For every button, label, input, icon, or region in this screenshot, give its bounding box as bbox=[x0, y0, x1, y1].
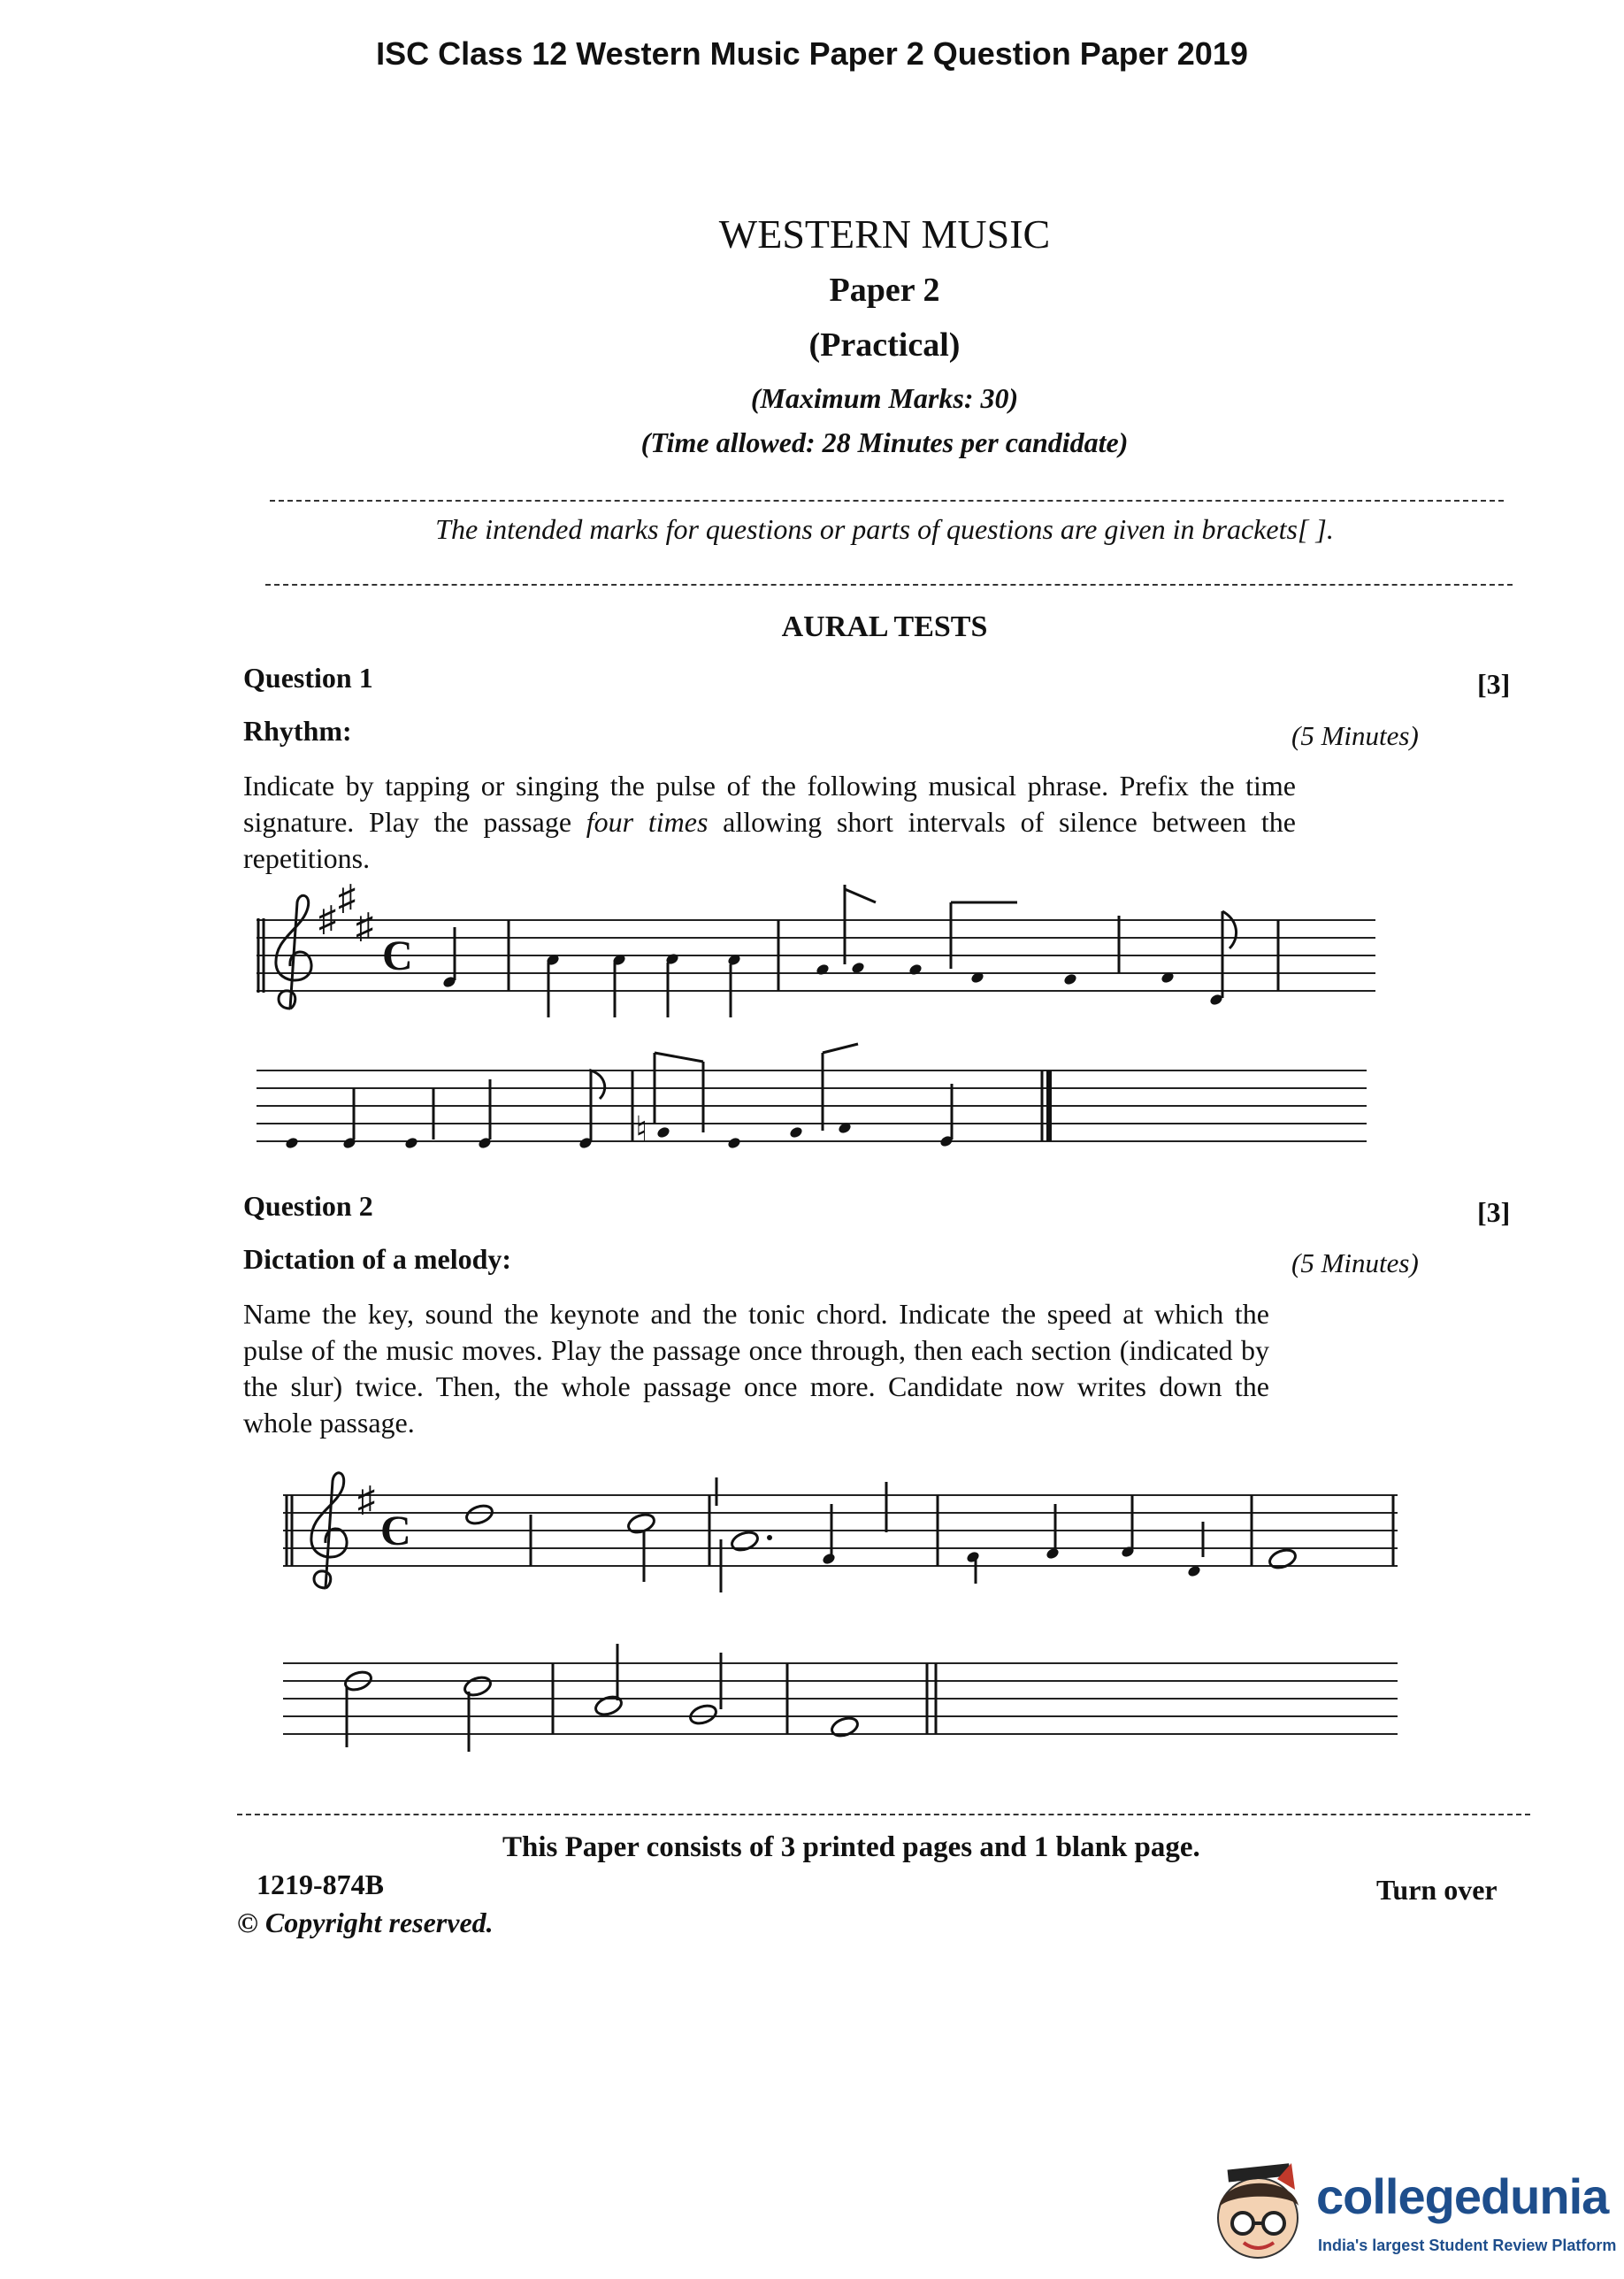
paper-title: WESTERN MUSIC bbox=[718, 211, 1051, 257]
question-1-text-a: Indicate by tapping or singing the pulse of the following musical phrase. Prefix the time signature. Play the passage bbox=[243, 770, 1296, 838]
time-allowed: (Time allowed: 28 Minutes per candidate) bbox=[640, 426, 1129, 458]
key-signature-sharp: ♯ bbox=[357, 1479, 375, 1519]
question-2-marks: [3] bbox=[1477, 1196, 1511, 1228]
rhythm-notes-bar-1 bbox=[441, 927, 456, 989]
paper-code: 1219-874B bbox=[257, 1868, 384, 1900]
divider-top bbox=[270, 500, 1504, 502]
mascot-logo-icon bbox=[1203, 2154, 1314, 2269]
melody-staff-2 bbox=[283, 1628, 1406, 1769]
staff-lines bbox=[257, 920, 1375, 991]
svg-text:♯: ♯ bbox=[338, 878, 356, 917]
staff-lines bbox=[283, 1663, 1398, 1734]
instructions: The intended marks for questions or parts of questions are given in brackets[ ]. bbox=[435, 513, 1334, 545]
question-2-duration: (5 Minutes) bbox=[1291, 1247, 1419, 1278]
key-signature-sharps bbox=[318, 878, 373, 946]
question-2-topic: Dictation of a melody: bbox=[243, 1243, 512, 1275]
question-1-duration: (5 Minutes) bbox=[1291, 720, 1419, 751]
question-1-marks: [3] bbox=[1477, 668, 1511, 700]
melody-notes-bar-7 bbox=[830, 1715, 860, 1738]
divider-instructions bbox=[265, 584, 1513, 586]
paper-type: (Practical) bbox=[808, 326, 961, 364]
svg-text:♯: ♯ bbox=[356, 906, 373, 946]
pages-note: This Paper consists of 3 printed pages and 1 blank page. bbox=[502, 1831, 1200, 1863]
rhythm-notes-bar-5 bbox=[635, 1044, 954, 1150]
melody-notes-bar-3 bbox=[965, 1495, 1203, 1584]
copyright: © Copyright reserved. bbox=[237, 1907, 494, 1938]
section-title: AURAL TESTS bbox=[781, 610, 988, 643]
common-time-icon: C bbox=[380, 1508, 411, 1554]
question-1-label: Question 1 bbox=[243, 662, 373, 694]
rhythm-notes-bar-3 bbox=[815, 885, 1236, 1007]
question-1-text-b: allowing short intervals of silence between the repetitions. bbox=[243, 806, 1297, 874]
question-1-text bbox=[243, 768, 1296, 877]
document-header: ISC Class 12 Western Music Paper 2 Question Paper 2019 bbox=[376, 35, 1248, 72]
question-2-label: Question 2 bbox=[243, 1190, 373, 1222]
rhythm-notes-bar-4 bbox=[284, 1070, 604, 1150]
melody-staff-1 bbox=[283, 1460, 1406, 1601]
question-2-text: Name the key, sound the keynote and the tonic chord. Indicate the speed at which the pulse of the music moves. Play the passage once through, then each section (indicated by the slur) twice. Then, the whole passage once more. Candidate now writes down the whole passage. bbox=[243, 1298, 1269, 1439]
staff-lines bbox=[257, 1070, 1367, 1141]
rhythm-staff-2 bbox=[257, 1035, 1380, 1168]
rhythm-notes-bar-2 bbox=[545, 952, 741, 1017]
divider-footer bbox=[237, 1814, 1530, 1815]
brand-name: collegedunia bbox=[1316, 2168, 1609, 2224]
brand-tagline: India's largest Student Review Platform bbox=[1318, 2237, 1617, 2254]
melody-notes-bar-6 bbox=[594, 1644, 721, 1727]
paper-number: Paper 2 bbox=[829, 272, 940, 309]
staff-lines bbox=[283, 1495, 1398, 1566]
turn-over: Turn over bbox=[1376, 1874, 1498, 1906]
common-time-icon: C bbox=[382, 932, 413, 979]
melody-notes-bar-4 bbox=[1268, 1546, 1298, 1570]
natural-sign-icon: ♮ bbox=[635, 1109, 648, 1149]
maximum-marks: (Maximum Marks: 30) bbox=[750, 382, 1019, 414]
rhythm-staff-1 bbox=[257, 878, 1380, 1017]
melody-notes-bar-1 bbox=[464, 1502, 656, 1582]
question-1-text-emphasis: four times bbox=[586, 806, 709, 838]
svg-text:♯: ♯ bbox=[318, 899, 336, 939]
question-1-topic: Rhythm: bbox=[243, 715, 352, 747]
